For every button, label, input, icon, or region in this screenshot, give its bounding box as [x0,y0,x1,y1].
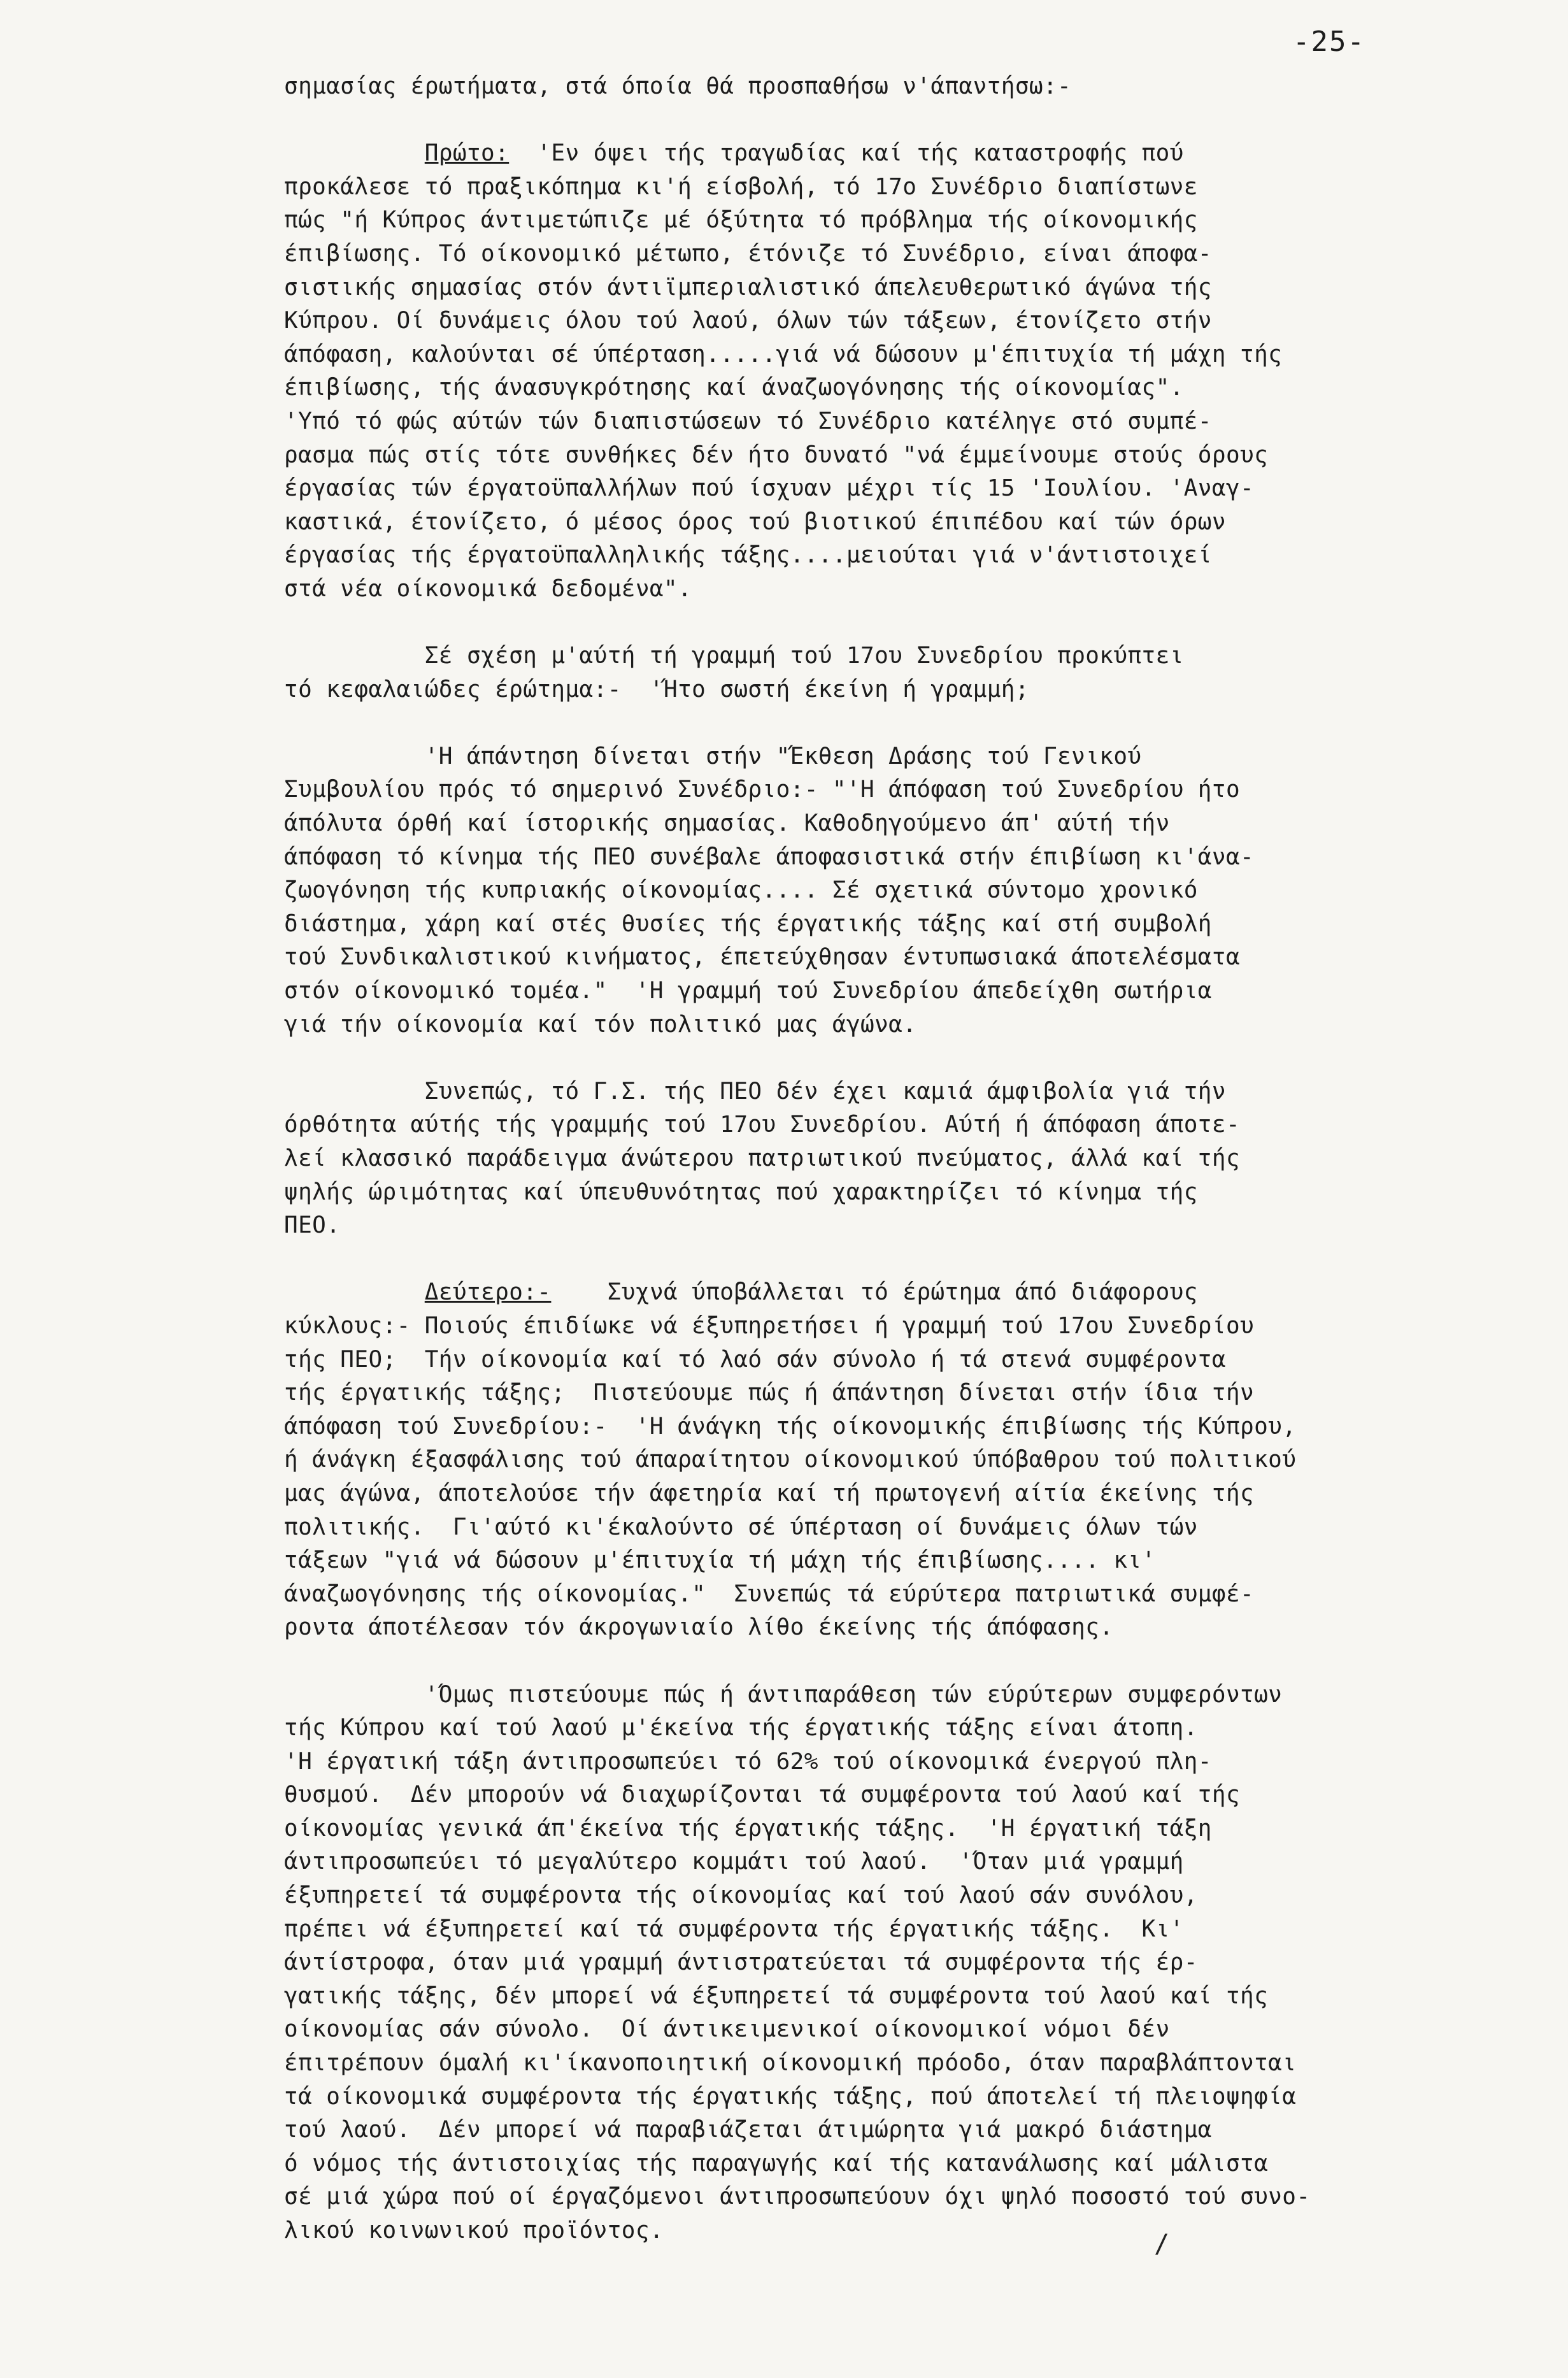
text-line: θυσμού. Δέν μπορούν νά διαχωρίζονται τά συμφέροντα τού λαού καί τής [284,1782,1241,1809]
text-line: Συνεπώς, τό Γ.Σ. τής ΠΕΟ δέν έχει καμιά άμφιβολία γιά τήν [284,1078,1226,1105]
text-line: έργασίας τής έργατοϋπαλληλικής τάξης....μειούται γιά ν'άντιστοιχεί [284,542,1212,569]
text-line: άπόλυτα όρθή καί ίστορικής σημασίας. Καθοδηγούμενο άπ' αύτή τήν [284,810,1170,837]
text-line [284,606,1456,640]
text-line: τής ΠΕΟ; Τήν οίκονομία καί τό λαό σάν σύνολο ή τά στενά συμφέροντα [284,1346,1226,1373]
text-line: άναζωογόνησης τής οίκονομίας." Συνεπώς τά εύρύτερα πατριωτικά συμφέ- [284,1580,1255,1607]
text-line: Συμβουλίου πρός τό σημερινό Συνέδριο:- "'Η άπόφαση τού Συνεδρίου ήτο [284,777,1241,803]
text-line: μας άγώνα, άποτελούσε τήν άφετηρία καί τή πρωτογενή αίτία έκείνης τής [284,1480,1255,1507]
text-line: Σέ σχέση μ'αύτή τή γραμμή τού 17ου Συνεδρίου προκύπτει [284,643,1184,670]
text-line: στά νέα οίκονομικά δεδομένα". [284,575,692,602]
text-line: οίκονομίας γενικά άπ'έκείνα τής έργατικής τάξης. 'Η έργατική τάξη [284,1815,1212,1842]
text-line: σημασίας έρωτήματα, στά όποία θά προσπαθήσω ν'άπαντήσω:- [284,73,1072,99]
text-line: τού Συνδικαλιστικού κινήματος, έπετεύχθησαν έντυπωσιακά άποτελέσματα [284,944,1241,971]
text-line: ροντα άποτέλεσαν τόν άκρογωνιαίο λίθο έκείνης τής άπόφασης. [284,1614,1114,1641]
text-line: άντιπροσωπεύει τό μεγαλύτερο κομμάτι τού λαού. 'Όταν μιά γραμμή [284,1849,1184,1875]
text-line: Κύπρου. Οί δυνάμεις όλου τού λαού, όλων τών τάξεων, έτονίζετο στήν [284,308,1212,334]
text-line: έπιτρέπουν όμαλή κι'ίκανοποιητική οίκονομική πρόοδο, όταν παραβλάπτονται [284,2050,1297,2077]
body-text [284,70,1456,2248]
text-line: έπιβίωσης. Τό οίκονομικό μέτωπο, έτόνιζε τό Συνέδριο, είναι άποφα- [284,240,1212,267]
text-line: οίκονομίας σάν σύνολο. Οί άντικειμενικοί οίκονομικοί νόμοι δέν [284,2016,1170,2043]
text-line: τής Κύπρου καί τού λαού μ'έκείνα τής έργατικής τάξης είναι άτοπη. [284,1715,1198,1742]
text-line [284,706,1456,740]
text-line: άπόφαση, καλούνται σέ ύπέρταση.....γιά νά δώσουν μ'έπιτυχία τή μάχη τής [284,341,1283,368]
text-line: λεί κλασσικό παράδειγμα άνώτερου πατριωτικού πνεύματος, άλλά καί τής [284,1145,1241,1171]
text-line: ΠΕΟ. [284,1212,341,1239]
text-line: άπόφαση τού Συνεδρίου:- 'Η άνάγκη τής οίκονομικής έπιβίωσης τής Κύπρου, [284,1413,1297,1440]
margin-mark: / [1154,2230,1170,2259]
text-line: γατικής τάξης, δέν μπορεί νά έξυπηρετεί τά συμφέροντα τού λαού καί τής [284,1982,1269,2009]
text-line [284,104,1456,138]
text-line: πρέπει νά έξυπηρετεί καί τά συμφέροντα τής έργατικής τάξης. Κι' [284,1916,1184,1942]
text-line: ρασμα πώς στίς τότε συνθήκες δέν ήτο δυνατό "νά έμμείνουμε στούς όρους [284,441,1269,468]
text-line: γιά τήν οίκονομία καί τόν πολιτικό μας άγώνα. [284,1011,917,1038]
text-line: λικού κοινωνικού προϊόντος. [284,2217,664,2244]
text-line [284,1645,1456,1679]
text-line: τής έργατικής τάξης; Πιστεύουμε πώς ή άπάντηση δίνεται στήν ίδια τήν [284,1380,1255,1407]
text-line: τό κεφαλαιώδες έρώτημα:- 'Ήτο σωστή έκείνη ή γραμμή; [284,676,1029,703]
text-line: 'Υπό τό φώς αύτών τών διαπιστώσεων τό Συνέδριο κατέληγε στό συμπέ- [284,408,1212,434]
text-line: 'Η άπάντηση δίνεται στήν "Έκθεση Δράσης τού Γενικού [284,743,1142,770]
page-number: -25- [1293,25,1365,58]
text-line: ό νόμος τής άντιστοιχίας τής παραγωγής καί τής κατανάλωσης καί μάλιστα [284,2150,1269,2177]
text-line: πώς "ή Κύπρος άντιμετώπιζε μέ όξύτητα τό πρόβλημα τής οίκονομικής [284,207,1198,234]
text-line: 'Όμως πιστεύουμε πώς ή άντιπαράθεση τών εύρύτερων συμφερόντων [284,1681,1283,1708]
text-line: σέ μιά χώρα πού οί έργαζόμενοι άντιπροσωπεύουν όχι ψηλό ποσοστό τού συνο- [284,2184,1311,2210]
text-line: έξυπηρετεί τά συμφέροντα τής οίκονομίας καί τού λαού σάν συνόλου, [284,1882,1198,1909]
text-line: κύκλους:- Ποιούς έπιδίωκε νά έξυπηρετήσει ή γραμμή τού 17ου Συνεδρίου [284,1312,1255,1339]
text-line: Δεύτερο:- Συχνά ύποβάλλεται τό έρώτημα άπό διάφορους [424,1279,1198,1306]
text-line: Πρώτο: 'Εν όψει τής τραγωδίας καί τής καταστροφής πού [424,140,1184,167]
text-line [284,1042,1456,1075]
text-line: τά οίκονομικά συμφέροντα τής έργατικής τάξης, πού άποτελεί τή πλειοψηφία [284,2083,1297,2110]
text-line: ή άνάγκη έξασφάλισης τού άπαραίτητου οίκονομικού ύπόβαθρου τού πολιτικού [284,1447,1297,1473]
text-line: όρθότητα αύτής τής γραμμής τού 17ου Συνεδρίου. Αύτή ή άπόφαση άποτε- [284,1112,1241,1138]
text-line: ψηλής ώριμότητας καί ύπευθυνότητας πού χαρακτηρίζει τό κίνημα τής [284,1178,1198,1205]
text-line: άπόφαση τό κίνημα τής ΠΕΟ συνέβαλε άποφασιστικά στήν έπιβίωση κι'άνα- [284,843,1255,870]
text-line: σιστικής σημασίας στόν άντιϊμπεριαλιστικό άπελευθερωτικό άγώνα τής [284,274,1212,301]
text-line: έπιβίωσης, τής άνασυγκρότησης καί άναζωογόνησης τής οίκονομίας". [284,375,1184,401]
text-line: 'Η έργατική τάξη άντιπροσωπεύει τό 62% τού οίκονομικά ένεργού πλη- [284,1748,1212,1775]
text-line: τάξεων "γιά νά δώσουν μ'έπιτυχία τή μάχη τής έπιβίωσης.... κι' [284,1547,1156,1574]
text-line [284,1243,1456,1277]
text-line: πολιτικής. Γι'αύτό κι'έκαλούντο σέ ύπέρταση οί δυνάμεις όλων τών [284,1514,1198,1540]
text-line: τού λαού. Δέν μπορεί νά παραβιάζεται άτιμώρητα γιά μακρό διάστημα [284,2117,1212,2144]
text-line: στόν οίκονομικό τομέα." 'Η γραμμή τού Συνεδρίου άπεδείχθη σωτήρια [284,978,1212,1005]
text-line: άντίστροφα, όταν μιά γραμμή άντιστρατεύεται τά συμφέροντα τής έρ- [284,1949,1198,1976]
text-line: ζωογόνηση τής κυπριακής οίκονομίας.... Σέ σχετικά σύντομο χρονικό [284,877,1198,904]
text-line: διάστημα, χάρη καί στές θυσίες τής έργατικής τάξης καί στή συμβολή [284,910,1212,937]
text-line: προκάλεσε τό πραξικόπημα κι'ή είσβολή, τό 17ο Συνέδριο διαπίστωνε [284,173,1198,200]
text-line: έργασίας τών έργατοϋπαλλήλων πού ίσχυαν μέχρι τίς 15 'Ιουλίου. 'Αναγ- [284,475,1255,502]
text-line: καστικά, έτονίζετο, ό μέσος όρος τού βιοτικού έπιπέδου καί τών όρων [284,508,1226,535]
